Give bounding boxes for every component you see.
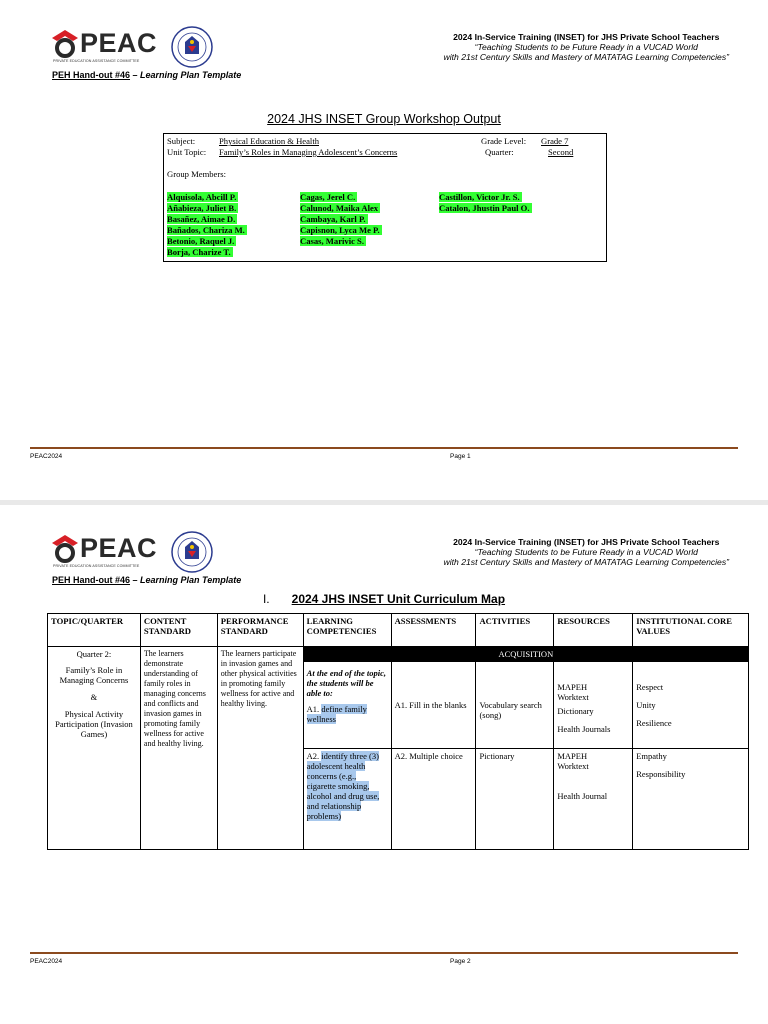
member: Capisnon, Lyca Me P.	[300, 225, 380, 235]
curriculum-title: I. 2024 JHS INSET Unit Curriculum Map	[262, 592, 506, 606]
handout-label: PEH Hand-out #46 – Learning Plan Template	[52, 70, 242, 80]
peac-logo	[52, 26, 162, 64]
column-header: INSTITUTIONAL CORE VALUES	[633, 614, 749, 647]
training-header: 2024 In-Service Training (INSET) for JHS Private School Teachers “Teaching Students to be Future Ready in a VUCAD World with 21st Century Skills and Mastery of MATATAG Learning Competencies”	[443, 32, 729, 62]
curriculum-map-table	[47, 613, 749, 850]
subject-label: Subject:	[167, 136, 196, 146]
column-header: TOPIC/QUARTER	[48, 614, 141, 647]
page-1	[0, 0, 768, 505]
assessment-cell: A2. Multiple choice	[391, 749, 476, 850]
column-header: RESOURCES	[554, 614, 633, 647]
footer-left: PEAC2024	[30, 453, 63, 460]
content-standard-cell: The learners demonstrate understanding of family roles in managing concerns and conflicts and invasion games in promoting family wellness for active and healthy living.	[140, 647, 217, 850]
column-header: PERFORMANCE STANDARD	[217, 614, 303, 647]
peac-logo-text: PEAC	[80, 533, 158, 563]
grade-label: Grade Level:	[481, 136, 527, 146]
page-number: Page 2	[450, 958, 471, 965]
column-header: ACTIVITIES	[476, 614, 554, 647]
member: Añabieza, Juliet B.	[167, 203, 237, 213]
peac-logo-subtitle: PRIVATE EDUCATION ASSISTANCE COMMITTEE	[53, 564, 140, 568]
subject-value: Physical Education & Health	[219, 136, 319, 146]
unit-label: Unit Topic:	[167, 147, 207, 157]
topic-cell: Quarter 2: Family’s Role in Managing Concerns & Physical Activity Participation (Invasion Games)	[48, 647, 141, 850]
table-header-row	[48, 614, 749, 647]
member: Alquisola, Abcill P.	[167, 192, 237, 202]
activity-cell: Pictionary	[476, 749, 554, 850]
acquisition-banner: ACQUISITION	[303, 647, 748, 662]
member: Catalon, Jhustin Paul O.	[439, 203, 530, 213]
grade-value: Grade 7	[541, 136, 569, 146]
competency-cell: A2. identify three (3) adolescent health concerns (e.g., cigarette smoking, alcohol and drug use, and relationship problems)	[303, 749, 391, 850]
unit-value: Family’s Roles in Managing Adolescent’s Concerns	[219, 147, 398, 157]
member: Bañados, Chariza M.	[167, 225, 245, 235]
peac-emblem-icon	[52, 535, 78, 563]
page-number: Page 1	[450, 453, 471, 460]
handout-label: PEH Hand-out #46 – Learning Plan Template	[52, 575, 242, 585]
peac-emblem-icon	[52, 30, 78, 58]
quarter-value: Second	[548, 147, 574, 157]
peac-logo-text: PEAC	[80, 28, 158, 58]
resources-cell: MAPEH Worktext Dictionary Health Journals	[554, 662, 633, 749]
footer-rule	[30, 447, 738, 449]
quarter-label: Quarter:	[485, 147, 514, 157]
column-header: CONTENT STANDARD	[140, 614, 217, 647]
competency-cell: At the end of the topic, the students will be able to: A1. define family wellness	[303, 662, 391, 749]
workshop-info-box	[163, 133, 607, 262]
member: Castillon, Victor Jr. S.	[439, 192, 520, 202]
core-values-cell: Respect Unity Resilience	[633, 662, 749, 749]
column-header: LEARNING COMPETENCIES	[303, 614, 391, 647]
page-2	[0, 505, 768, 1010]
member: Calunod, Maika Alex	[300, 203, 379, 213]
footer-rule	[30, 952, 738, 954]
member: Borja, Charize T.	[167, 247, 231, 257]
member: Casas, Marivic S.	[300, 236, 364, 246]
column-header: ASSESSMENTS	[391, 614, 476, 647]
workshop-title: 2024 JHS INSET Group Workshop Output	[267, 112, 501, 126]
member: Betonio, Raquel J.	[167, 236, 235, 246]
training-header: 2024 In-Service Training (INSET) for JHS Private School Teachers “Teaching Students to be Future Ready in a VUCAD World with 21st Century Skills and Mastery of MATATAG Learning Competencies”	[443, 537, 729, 567]
assessment-cell: A1. Fill in the blanks	[391, 662, 476, 749]
activity-cell: Vocabulary search (song)	[476, 662, 554, 749]
deped-seal-icon	[171, 26, 213, 68]
member: Basañez, Aimae D.	[167, 214, 236, 224]
footer-left: PEAC2024	[30, 958, 63, 965]
core-values-cell: Empathy Responsibility	[633, 749, 749, 850]
table-row	[48, 647, 749, 662]
resources-cell: MAPEH Worktext Health Journal	[554, 749, 633, 850]
peac-logo	[52, 531, 162, 569]
member: Cambaya, Karl P.	[300, 214, 366, 224]
members-label: Group Members:	[167, 169, 226, 179]
peac-logo-subtitle: PRIVATE EDUCATION ASSISTANCE COMMITTEE	[53, 59, 140, 63]
deped-seal-icon	[171, 531, 213, 573]
member: Cagas, Jerel C.	[300, 192, 356, 202]
performance-standard-cell: The learners participate in invasion games and other physical activities in promoting family wellness for active and healthy living.	[217, 647, 303, 850]
